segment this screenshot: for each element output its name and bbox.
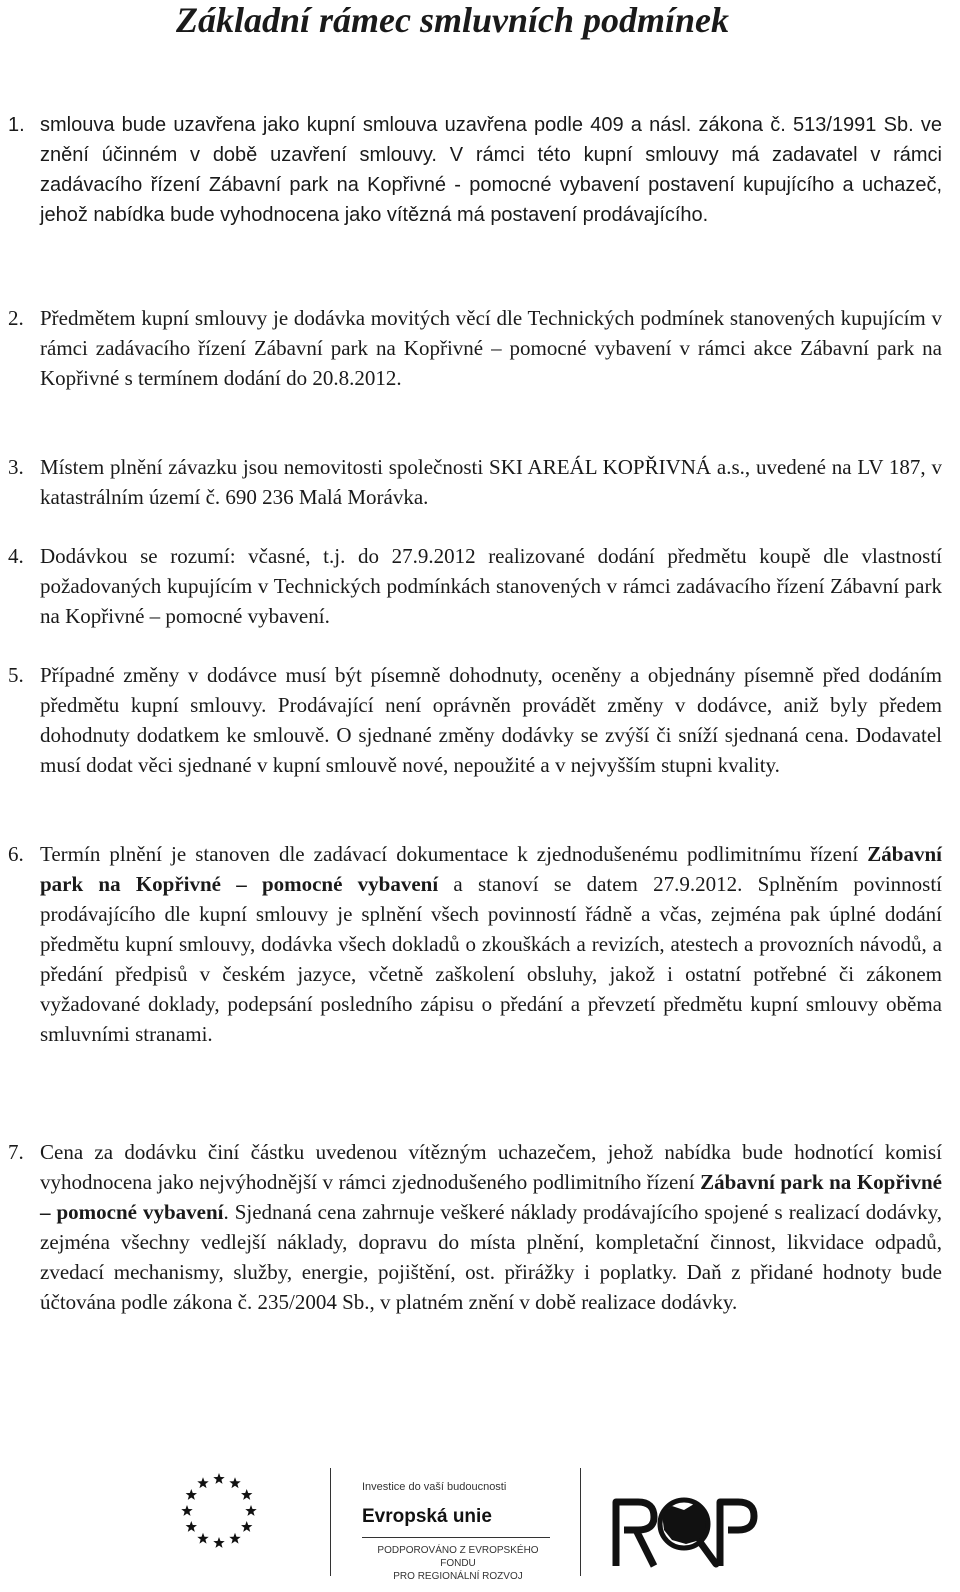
page-title: Základní rámec smluvních podmínek <box>175 0 730 40</box>
eu-star <box>197 1477 208 1488</box>
eu-star <box>229 1477 240 1488</box>
eu-star <box>186 1521 197 1532</box>
item-text: Místem plnění závazku jsou nemovitosti společnosti SKI AREÁL KOPŘIVNÁ a.s., uvedené na LV 187, v katastrálním území č. 690 236 Malá Morávka. <box>40 455 942 509</box>
list-item <box>8 110 942 230</box>
item-number: 2. <box>8 306 24 330</box>
item-text <box>40 1137 942 1317</box>
eu-star <box>245 1505 256 1516</box>
footer-logos <box>0 1440 960 1590</box>
item-text: Dodávkou se rozumí: včasné, t.j. do 27.9.2012 realizované dodání předmětu koupě dle vlastností požadovaných kupujícím v Technických podmínkách stanovených v rámci zadávacího řízení Zábavní park na Kopřivné – pomocné vybavení. <box>40 544 942 628</box>
eu-star <box>181 1505 192 1516</box>
eu-tagline: Investice do vaší budoucnosti <box>362 1481 507 1493</box>
eu-stars-icon <box>178 1470 260 1552</box>
item-text-part: . Sjednaná cena zahrnuje veškeré náklady prodávajícího spojené s realizací dodávky, zejména všechny vedlejší náklady, dopravu do místa plnění, kompletační činnost, likvidace odpadů, zvedací mechanismy, služby, energie, pojištění, ost. přirážky i poplatky. Daň z přidané hodnoty bude účtována podle zákona č. 235/2004 Sb., v platném znění v době realizace dodávky. <box>40 1200 942 1314</box>
divider <box>580 1468 581 1576</box>
eu-star <box>229 1533 240 1544</box>
list-item <box>8 452 942 512</box>
eu-name: Evropská unie <box>362 1506 492 1527</box>
eu-star <box>213 1537 224 1548</box>
item-number: 6. <box>8 842 24 866</box>
eu-star <box>197 1533 208 1544</box>
eu-star <box>186 1489 197 1500</box>
item-text: Předmětem kupní smlouvy je dodávka movitých věcí dle Technických podmínek stanovených kupujícím v rámci zadávacího řízení Zábavní park na Kopřivné – pomocné vybavení v rámci akce Zábavní park na Kopřivné s termínem dodání do 20.8.2012. <box>40 306 942 390</box>
eu-star <box>241 1489 252 1500</box>
list-item <box>8 660 942 780</box>
item-text-part: Termín plnění je stanoven dle zadávací dokumentace k zjednodušenému podlimitnímu řízení <box>40 842 868 866</box>
rop-logo <box>610 1484 760 1584</box>
eu-separator <box>362 1537 550 1538</box>
eu-flag <box>178 1470 260 1552</box>
eu-fund-line: PODPOROVÁNO Z EVROPSKÉHO FONDU <box>377 1545 539 1569</box>
item-text <box>40 839 942 1049</box>
list-item <box>8 303 942 393</box>
item-number: 4. <box>8 544 24 568</box>
item-text-part: a stanoví se datem 27.9.2012. Splněním povinností prodávajícího dle kupní smlouvy je splnění všech povinností řádně a včas, zejména pak úplné dodání předmětu kupní smlouvy, dodávka všech dokladů o zkouškách a revizích, atestech a provozních návodů, a předání předpisů v českém jazyce, včetně zaškolení obsluhy, jakož i ostatní potřebné či zákonem vyžadované doklady, podepsání posledního zápisu o předání a převzetí předmětu kupní smlouvy oběma smluvními stranami. <box>40 872 942 1046</box>
item-number: 5. <box>8 663 24 687</box>
list-item <box>8 1137 942 1317</box>
item-text-part: Cena za dodávku činí částku uvedenou vítězným uchazečem, jehož nabídka bude hodnotící komisí vyhodnocena jako nejvýhodnější v rámci zjednodušeného podlimitního řízení <box>40 1140 942 1194</box>
list-item <box>8 541 942 631</box>
eu-text-block <box>362 1480 562 1583</box>
item-number: 1. <box>8 114 25 136</box>
item-text-bold: Zábavní park na Kopřivné – pomocné vybavení <box>40 1170 942 1224</box>
eu-star <box>241 1521 252 1532</box>
item-text: Případné změny v dodávce musí být písemně dohodnuty, oceněny a objednány písemně před dodáním předmětu kupní smlouvy. Prodávající není oprávněn provádět změny v dodávce, aniž byly předem dohodnuty dodatkem ke smlouvě. O sjednané změny dodávky se zvýší či sníží sjednaná cena. Dodavatel musí dodat věci sjednané v kupní smlouvě nové, nepoužité a v nejvyšším stupni kvality. <box>40 663 942 777</box>
list-item <box>8 839 942 1049</box>
item-text-bold: Zábavní park na Kopřivné – pomocné vybavení <box>40 842 942 896</box>
item-text: smlouva bude uzavřena jako kupní smlouva uzavřena podle 409 a násl. zákona č. 513/1991 Sb. ve znění účinném v době uzavření smlouvy. V rámci této kupní smlouvy má zadavatel v rámci zadávacího řízení Zábavní park na Kopřivné - pomocné vybavení postavení kupujícího a uchazeč, jehož nabídka bude vyhodnocena jako vítězná má postavení prodávajícího. <box>40 114 942 226</box>
eu-fund-line: PRO REGIONÁLNÍ ROZVOJ <box>393 1571 523 1582</box>
rop-logo-icon <box>610 1484 760 1584</box>
item-number: 3. <box>8 455 24 479</box>
divider <box>330 1468 331 1576</box>
eu-star <box>213 1473 224 1484</box>
item-number: 7. <box>8 1140 24 1164</box>
